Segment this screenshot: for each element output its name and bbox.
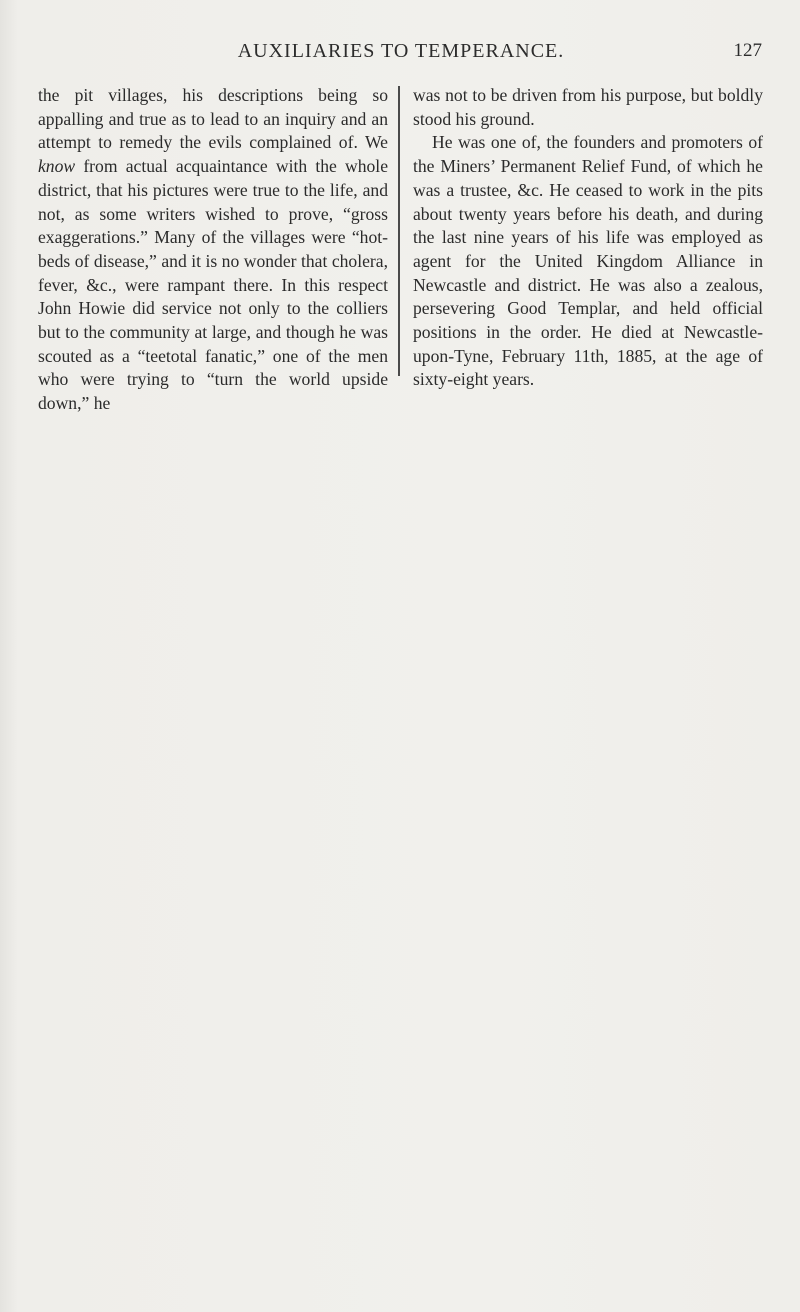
left-paragraph: [38, 84, 388, 416]
left-paragraph-text-1: the pit villages, his descriptions being so appalling and true as to lead to an inquiry and an attempt to remedy the evils complained of. We: [38, 85, 388, 153]
right-column: [413, 84, 763, 392]
running-header: [40, 40, 762, 70]
page-number: 127: [733, 40, 762, 61]
emphasized-word: know: [38, 156, 76, 177]
running-title: AUXILIARIES TO TEMPERANCE.: [237, 40, 565, 62]
column-divider: [398, 86, 400, 376]
left-paragraph-text-2: from actual acquaintance with the whole district, that his pictures were true to the life, and not, as some writers wished to prove, “gross exaggerations.” Many of the villages were “hot-beds of disease,” and it is no wonder that cholera, fever, &c., were rampant there. In this respect John Howie did service not only to the colliers but to the community at large, and though he was scouted as a “teetotal fanatic,” one of the men who were trying to “turn the world upside down,” he: [38, 156, 388, 414]
left-column: [38, 84, 388, 416]
right-paragraph-biography: He was one of, the founders and promoters of the Miners’ Permanent Relief Fund, of which he was a trustee, &c. He ceased to work in the pits about twenty years before his death, and during the last nine years of his life was employed as agent for the United Kingdom Alliance in Newcastle and district. He was also a zealous, persevering Good Templar, and held official positions in the order. He died at Newcastle-upon-Tyne, February 11th, 1885, at the age of sixty-eight years.: [413, 132, 763, 390]
right-paragraph-continuation: was not to be driven from his purpose, but boldly stood his ground.: [413, 85, 763, 129]
